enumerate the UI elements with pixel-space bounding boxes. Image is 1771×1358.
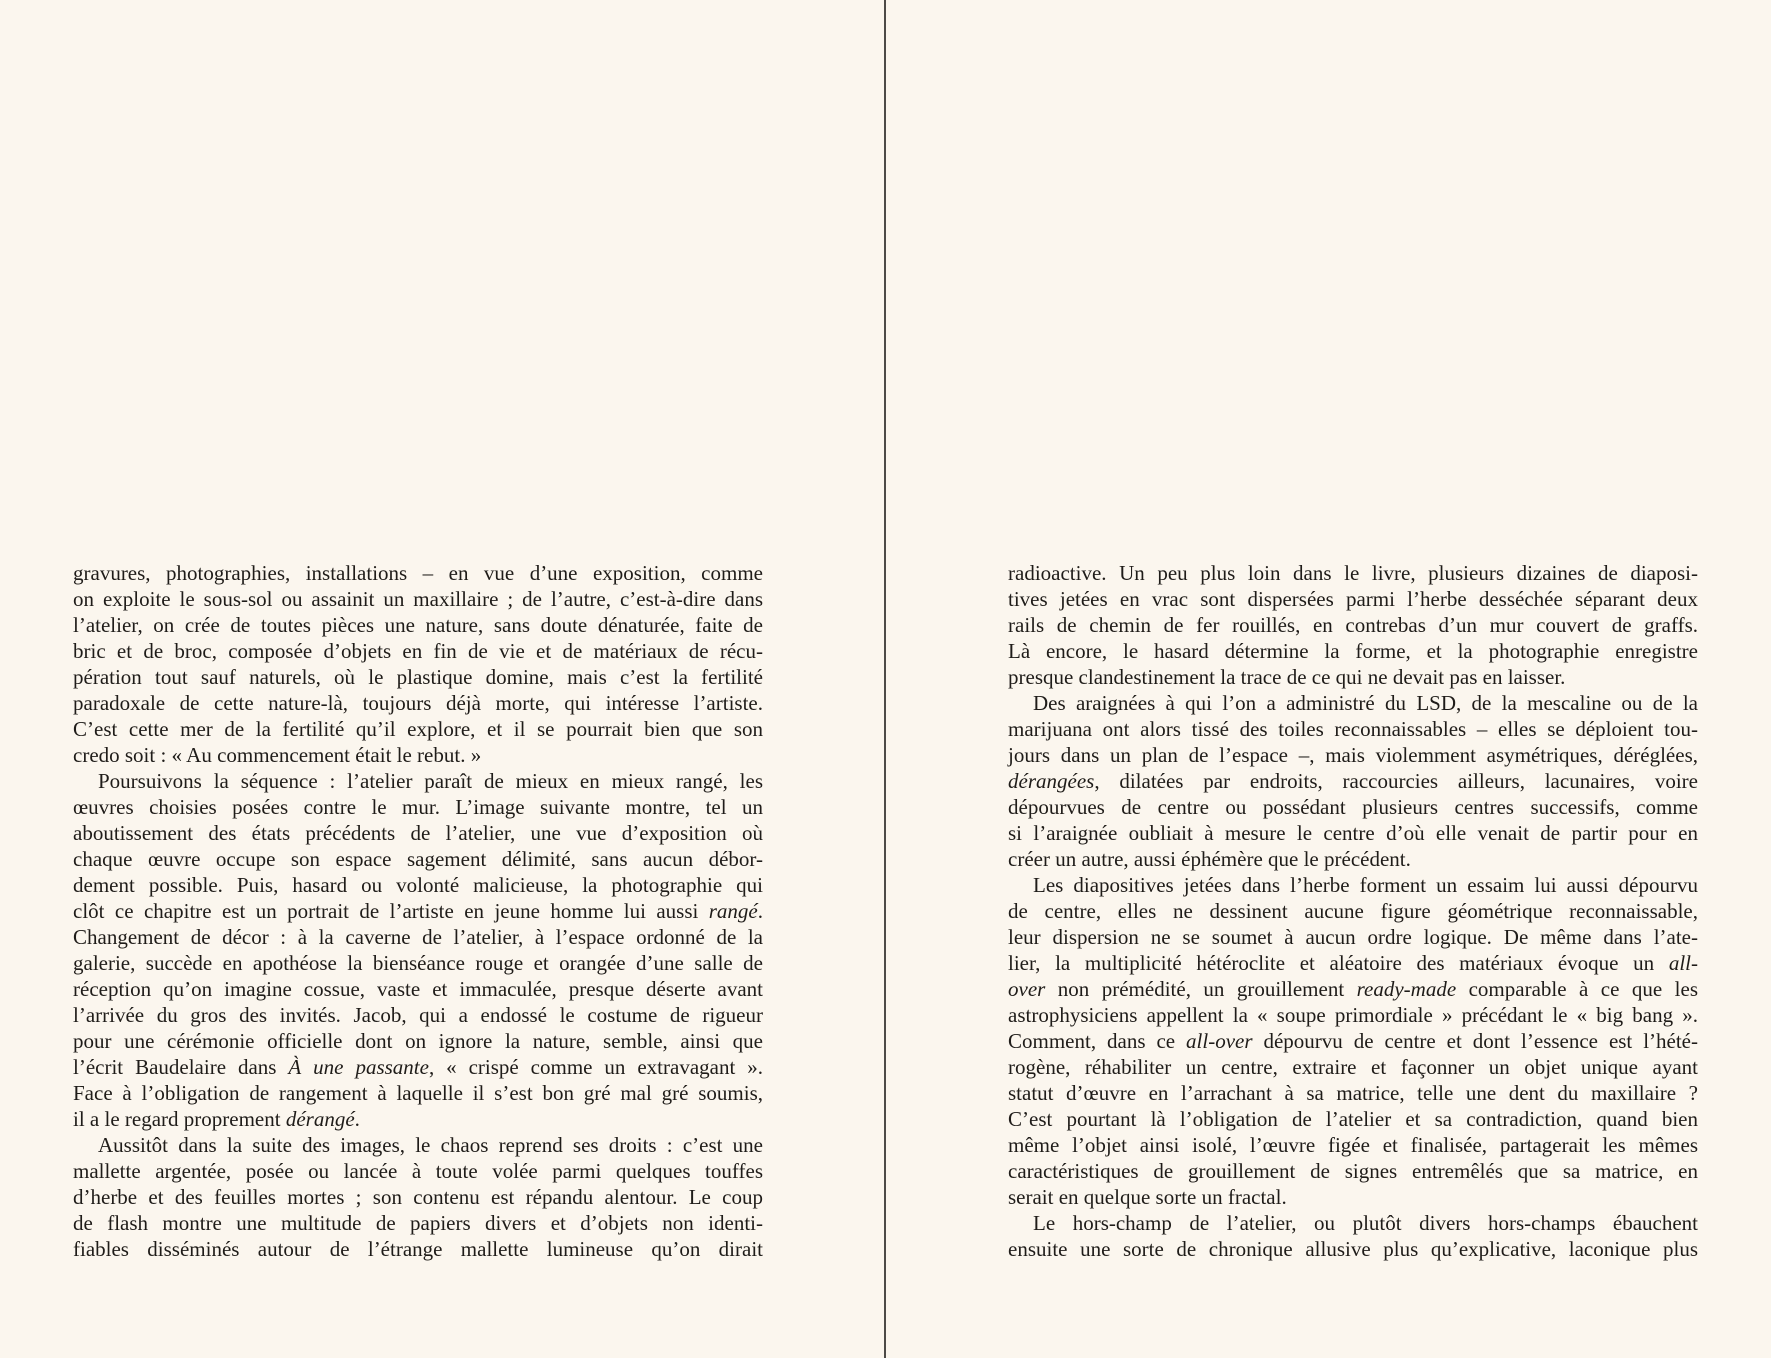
text-line <box>1008 976 1698 1002</box>
text-line <box>1008 1210 1698 1236</box>
text-run: de flash montre une multitude de papiers divers et d’objets non identi- <box>73 1211 763 1235</box>
text-run: . <box>757 899 763 923</box>
paragraph <box>73 560 763 768</box>
text-line <box>73 846 763 872</box>
text-line <box>73 1080 763 1106</box>
italic-text-run: all- <box>1668 951 1698 975</box>
text-run: marijuana ont alors tissé des toiles reconnaissables – elles se déploient tou- <box>1008 717 1698 741</box>
text-run: C’est pourtant là l’obligation de l’atelier et sa contradiction, quand bien <box>1008 1107 1698 1131</box>
text-line <box>73 872 763 898</box>
italic-text-run: over <box>1008 977 1046 1001</box>
text-run: Changement de décor : à la caverne de l’atelier, à l’espace ordonné de la <box>73 925 763 949</box>
text-line <box>1008 1132 1698 1158</box>
text-run: clôt ce chapitre est un portrait de l’artiste en jeune homme lui aussi <box>73 899 709 923</box>
paragraph <box>1008 560 1698 690</box>
text-line <box>1008 820 1698 846</box>
text-line <box>1008 1106 1698 1132</box>
text-run: de centre, elles ne dessinent aucune figure géométrique reconnaissable, <box>1008 899 1698 923</box>
text-line <box>73 690 763 716</box>
text-run: même l’objet ainsi isolé, l’œuvre figée et finalisée, partagerait les mêmes <box>1008 1133 1698 1157</box>
right-page <box>886 0 1771 1358</box>
text-run: jours dans un plan de l’espace –, mais violemment asymétriques, déréglées, <box>1008 743 1698 767</box>
left-page-text-block <box>73 560 763 1262</box>
text-line <box>1008 1028 1698 1054</box>
italic-text-run: dérangées <box>1008 769 1095 793</box>
text-line <box>1008 664 1698 690</box>
text-line <box>73 612 763 638</box>
text-line <box>73 794 763 820</box>
text-run: on exploite le sous-sol ou assainit un maxillaire ; de l’autre, c’est-à-dire dans <box>73 587 763 611</box>
text-run: rails de chemin de fer rouillés, en contrebas d’un mur couvert de graffs. <box>1008 613 1698 637</box>
text-run: l’écrit Baudelaire dans <box>73 1055 289 1079</box>
text-line <box>1008 768 1698 794</box>
text-line <box>73 638 763 664</box>
text-line <box>73 1132 763 1158</box>
text-run: l’arrivée du gros des invités. Jacob, qui a endossé le costume de rigueur <box>73 1003 763 1027</box>
italic-text-run: all-over <box>1186 1029 1253 1053</box>
paragraph <box>1008 872 1698 1210</box>
italic-text-run: dérangé <box>285 1107 355 1131</box>
text-line <box>1008 794 1698 820</box>
text-line <box>1008 612 1698 638</box>
text-line <box>73 1184 763 1210</box>
left-page <box>0 0 884 1358</box>
text-line <box>73 950 763 976</box>
text-line <box>73 1106 763 1132</box>
text-run: lier, la multiplicité hétéroclite et aléatoire des matériaux évoque un <box>1008 951 1669 975</box>
text-run: , dilatées par endroits, raccourcies ailleurs, lacunaires, voire <box>1094 769 1698 793</box>
text-line <box>1008 898 1698 924</box>
text-line <box>1008 924 1698 950</box>
text-run: d’herbe et des feuilles mortes ; son contenu est répandu alentour. Le coup <box>73 1185 763 1209</box>
text-line <box>1008 846 1698 872</box>
text-run: ensuite une sorte de chronique allusive plus qu’explicative, laconique plus <box>1008 1237 1698 1261</box>
italic-text-run: À une passante <box>288 1055 429 1079</box>
text-line <box>1008 1002 1698 1028</box>
paragraph <box>1008 690 1698 872</box>
text-line <box>73 1158 763 1184</box>
text-run: pération tout sauf naturels, où le plastique domine, mais c’est la fertilité <box>73 665 763 689</box>
text-run: leur dispersion ne se soumet à aucun ordre logique. De même dans l’ate- <box>1008 925 1698 949</box>
text-run: si l’araignée oubliait à mesure le centre d’où elle venait de partir pour en <box>1008 821 1698 845</box>
text-run: Comment, dans ce <box>1008 1029 1187 1053</box>
text-line <box>1008 1236 1698 1262</box>
text-run: Les diapositives jetées dans l’herbe forment un essaim lui aussi dépourvu <box>1033 873 1698 897</box>
text-run: C’est cette mer de la fertilité qu’il explore, et il se pourrait bien que son <box>73 717 763 741</box>
text-run: presque clandestinement la trace de ce qui ne devait pas en laisser. <box>1008 665 1566 689</box>
text-run: . <box>354 1107 360 1131</box>
text-run: mallette argentée, posée ou lancée à toute volée parmi quelques touffes <box>73 1159 763 1183</box>
text-run: rogène, réhabiliter un centre, extraire et façonner un objet unique ayant <box>1008 1055 1698 1079</box>
text-line <box>73 820 763 846</box>
italic-text-run: rangé <box>708 899 758 923</box>
text-run: caractéristiques de grouillement de signes entremêlés que sa matrice, en <box>1008 1159 1698 1183</box>
text-run: serait en quelque sorte un fractal. <box>1008 1185 1287 1209</box>
text-run: fiables disséminés autour de l’étrange mallette lumineuse qu’on dirait <box>73 1237 763 1261</box>
text-run: credo soit : « Au commencement était le rebut. » <box>73 743 482 767</box>
text-run: Poursuivons la séquence : l’atelier paraît de mieux en mieux rangé, les <box>98 769 763 793</box>
text-line <box>1008 1158 1698 1184</box>
text-run: , « crispé comme un extravagant ». <box>428 1055 764 1079</box>
text-line <box>1008 1184 1698 1210</box>
text-line <box>73 664 763 690</box>
text-run: bric et de broc, composée d’objets en fin de vie et de matériaux de récu- <box>73 639 763 663</box>
text-run: paradoxale de cette nature-là, toujours déjà morte, qui intéresse l’artiste. <box>73 691 763 715</box>
text-run: non prémédité, un grouillement <box>1045 977 1357 1001</box>
paragraph <box>73 1132 763 1262</box>
text-run: Face à l’obligation de rangement à laquelle il s’est bon gré mal gré soumis, <box>73 1081 763 1105</box>
text-line <box>1008 638 1698 664</box>
text-run: créer un autre, aussi éphémère que le précédent. <box>1008 847 1411 871</box>
text-line <box>73 898 763 924</box>
text-line <box>1008 872 1698 898</box>
text-run: astrophysiciens appellent la « soupe primordiale » précédant le « big bang ». <box>1008 1003 1698 1027</box>
text-line <box>73 1028 763 1054</box>
text-line <box>1008 690 1698 716</box>
text-run: dépourvu de centre et dont l’essence est l’hété- <box>1252 1029 1698 1053</box>
italic-text-run: ready-made <box>1356 977 1457 1001</box>
text-line <box>1008 1080 1698 1106</box>
text-run: gravures, photographies, installations – en vue d’une exposition, comme <box>73 561 763 585</box>
text-run: chaque œuvre occupe son espace sagement délimité, sans aucun débor- <box>73 847 763 871</box>
text-run: œuvres choisies posées contre le mur. L’image suivante montre, tel un <box>73 795 763 819</box>
text-run: aboutissement des états précédents de l’atelier, une vue d’exposition où <box>73 821 763 845</box>
text-line <box>1008 742 1698 768</box>
text-run: tives jetées en vrac sont dispersées parmi l’herbe desséchée séparant deux <box>1008 587 1698 611</box>
text-line <box>73 1054 763 1080</box>
text-run: Des araignées à qui l’on a administré du LSD, de la mescaline ou de la <box>1033 691 1698 715</box>
paragraph <box>73 768 763 1132</box>
text-run: Aussitôt dans la suite des images, le chaos reprend ses droits : c’est une <box>98 1133 763 1157</box>
text-run: pour une cérémonie officielle dont on ignore la nature, semble, ainsi que <box>73 1029 763 1053</box>
text-line <box>1008 586 1698 612</box>
text-line <box>73 586 763 612</box>
text-line <box>73 1210 763 1236</box>
text-line <box>73 742 763 768</box>
text-run: l’atelier, on crée de toutes pièces une nature, sans doute dénaturée, faite de <box>73 613 763 637</box>
text-run: statut d’œuvre en l’arrachant à sa matrice, telle une dent du maxillaire ? <box>1008 1081 1698 1105</box>
text-run: radioactive. Un peu plus loin dans le livre, plusieurs dizaines de diaposi- <box>1008 561 1698 585</box>
text-run: dépourvues de centre ou possédant plusieurs centres successifs, comme <box>1008 795 1698 819</box>
text-run: galerie, succède en apothéose la bienséance rouge et orangée d’une salle de <box>73 951 763 975</box>
right-page-text-block <box>1008 560 1698 1262</box>
text-line <box>73 716 763 742</box>
text-line <box>73 1236 763 1262</box>
text-line <box>1008 1054 1698 1080</box>
text-line <box>73 768 763 794</box>
paragraph <box>1008 1210 1698 1262</box>
text-run: Là encore, le hasard détermine la forme, et la photographie enregistre <box>1008 639 1698 663</box>
text-run: réception qu’on imagine cossue, vaste et immaculée, presque déserte avant <box>73 977 763 1001</box>
text-line <box>73 1002 763 1028</box>
text-line <box>1008 716 1698 742</box>
text-run: dement possible. Puis, hasard ou volonté malicieuse, la photographie qui <box>73 873 763 897</box>
text-line <box>1008 950 1698 976</box>
text-line <box>1008 560 1698 586</box>
text-line <box>73 924 763 950</box>
text-line <box>73 560 763 586</box>
text-run: Le hors-champ de l’atelier, ou plutôt divers hors-champs ébauchent <box>1033 1211 1698 1235</box>
text-run: comparable à ce que les <box>1456 977 1698 1001</box>
text-line <box>73 976 763 1002</box>
text-run: il a le regard proprement <box>73 1107 286 1131</box>
